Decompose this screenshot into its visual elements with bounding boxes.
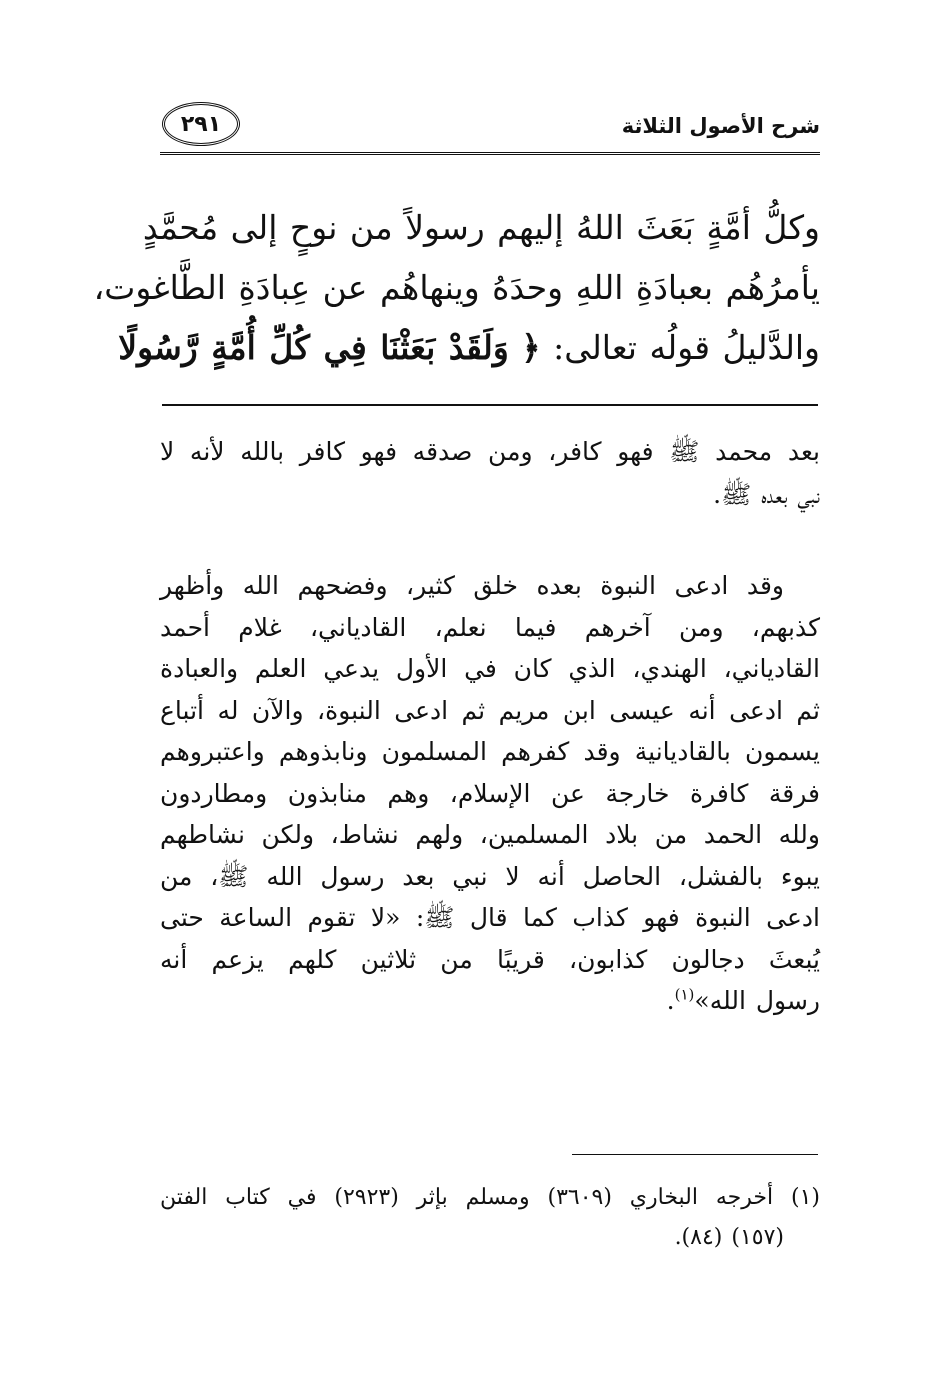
main-text-line [118, 318, 820, 378]
paragraph-line: يسمون بالقاديانية وقد كفرهم المسلمون ونابذوهم واعتبروهم [160, 737, 820, 766]
main-text [93, 198, 820, 378]
paragraph-line-text: وقد ادعى النبوة بعده خلق كثير، وفضحهم الله وأظهر [160, 571, 784, 600]
paragraph-line: فرقة كافرة خارجة عن الإسلام، وهم منابذون ومطاردون [160, 778, 820, 808]
page-number: ٢٩١ [180, 111, 222, 137]
commentary-paragraph [160, 565, 820, 1022]
paragraph-line-text: رسول الله» [694, 986, 820, 1015]
commentary-divider [162, 404, 818, 406]
header-double-rule [160, 152, 820, 155]
paragraph-line [160, 565, 820, 607]
paragraph-line: القادياني، الهندي، الذي كان في الأول يدعي العلم والعبادة [160, 654, 820, 683]
paragraph-line: ثم ادعى أنه عيسى ابن مريم ثم ادعى النبوة، والآن له أتباع [160, 695, 820, 725]
paragraph-line: يُبعثَ دجالون كذابون، قريبًا من ثلاثين كلهم يزعم أنه [160, 944, 820, 974]
footnote-reference[interactable]: (١) [674, 985, 695, 1004]
main-text-line: يأمرُهُم بعبادَةِ اللهِ وحدَهُ وينهاهُم عن عِبادَةِ الطَّاغوت، [93, 268, 820, 307]
paragraph-line: ادعى النبوة فهو كذاب كما قال ﷺ: «لا تقوم الساعة حتى [160, 903, 820, 932]
paragraph-line: يبوء بالفشل، الحاصل أنه لا نبي بعد رسول الله ﷺ، من [160, 861, 820, 891]
page-header [160, 96, 820, 158]
main-text-line: وكلُّ أمَّةٍ بَعَثَ اللهُ إليهم رسولاً من نوحٍ إلى مُحمَّدٍ [142, 208, 820, 247]
footnote-line: (١) أخرجه البخاري (٣٦٠٩) ومسلم بإثر (٢٩٢٣) في كتاب الفتن [160, 1185, 820, 1210]
paragraph-line: ولله الحمد من بلاد المسلمين، ولهم نشاط، ولكن نشاطهم [160, 820, 820, 849]
footnote [160, 1178, 820, 1258]
commentary-line: بعد محمد ﷺ فهو كافر، ومن صدقه فهو كافر بالله لأنه لا [160, 437, 820, 466]
quran-bracket-ornament: ﴿ [521, 328, 541, 367]
main-text-line-lead: والدَّليلُ قولُه تعالى: [553, 328, 820, 367]
paragraph-line: كذبهم، ومن آخرهم فيما نعلم، القادياني، غلام أحمد [160, 612, 820, 642]
paragraph-line [160, 980, 820, 1022]
paragraph-end-mark: . [666, 986, 675, 1015]
book-title: شرح الأصول الثلاثة [621, 114, 820, 138]
commentary-text [160, 430, 820, 516]
footnote-divider [572, 1154, 818, 1155]
footnote-line: (١٥٧) (٨٤). [674, 1225, 784, 1250]
quran-verse: وَلَقَدْ بَعَثْنَا فِي كُلِّ أُمَّةٍ رَّسُولًا [118, 328, 509, 367]
page-number-frame [162, 102, 240, 146]
commentary-line: نبي بعده ﷺ. [713, 480, 820, 509]
